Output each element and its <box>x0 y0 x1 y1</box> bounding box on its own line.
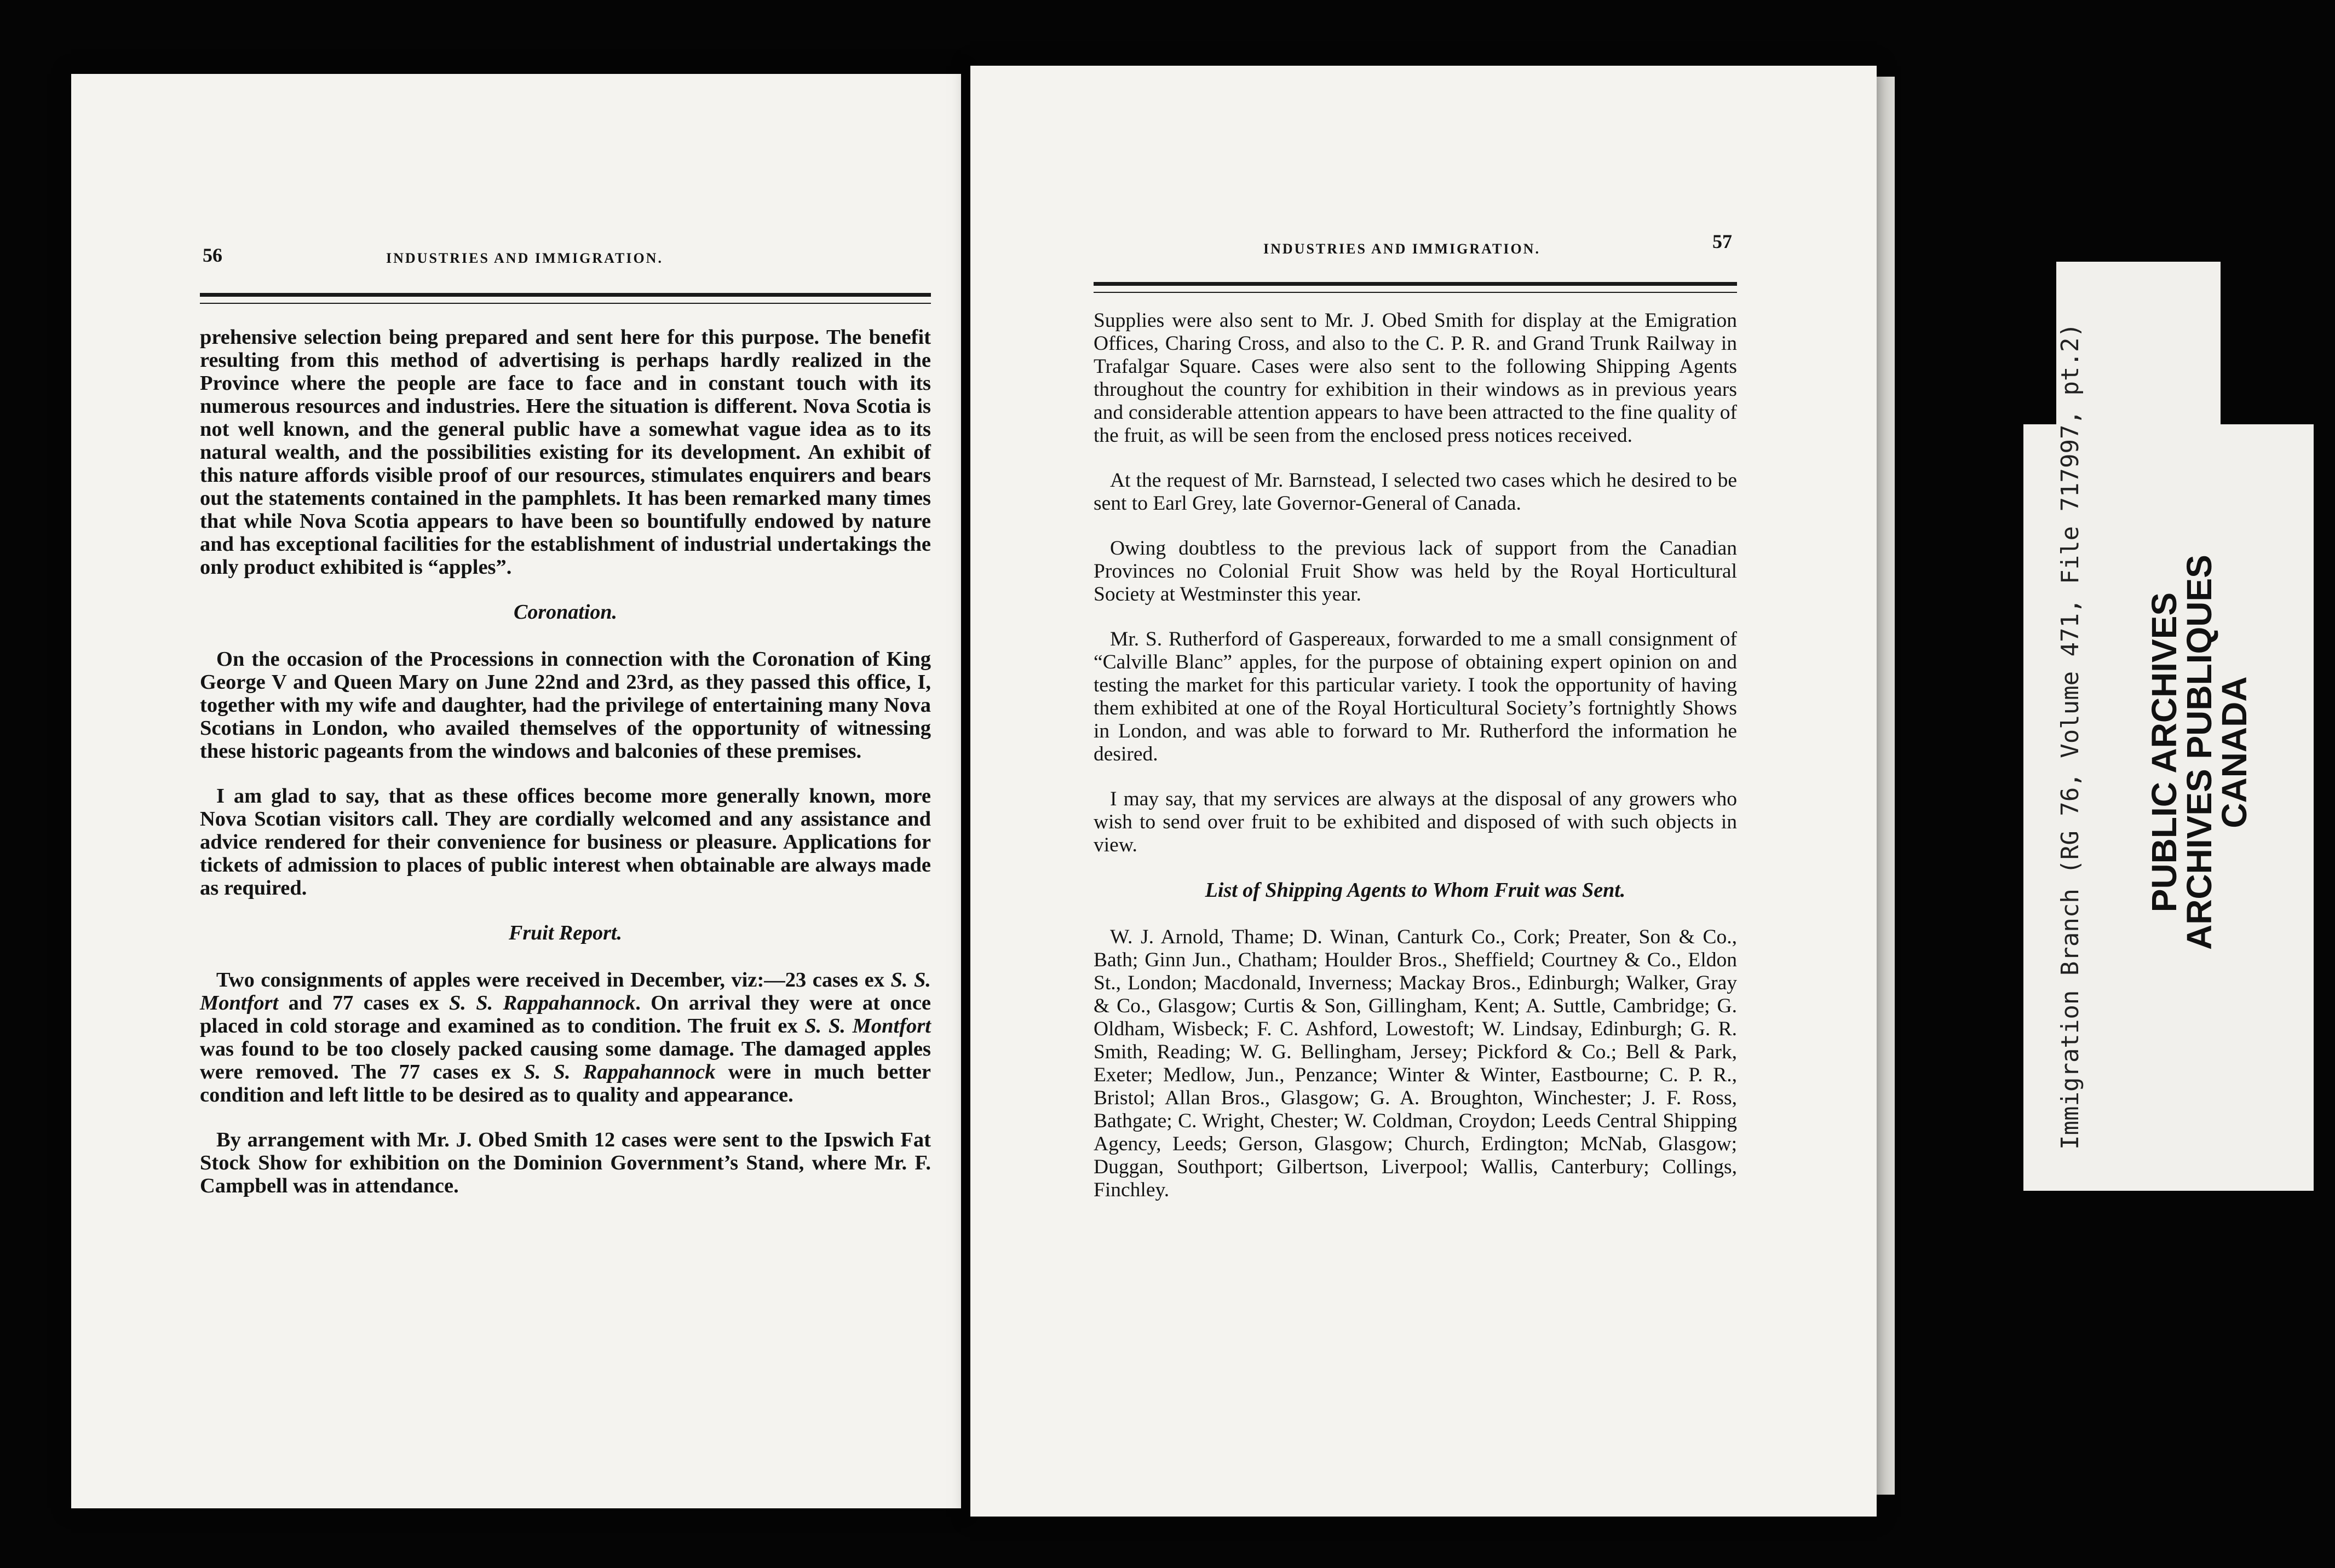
header-rule-thin-left <box>200 303 931 304</box>
paragraph-services: I may say, that my services are always at the disposal of any growers who wish to send over fruit to be exhibited and disposed of with such objects in view. <box>1094 788 1737 856</box>
paragraph-coronation-1: On the occasion of the Processions in connection with the Coronation of King George V and Queen Mary on June 22nd and 23rd, as they passed this office, I, together with my wife and daughter, had the privilege of entertaining many Nova Scotians in London, who availed themselves of the opportunity of witnessing these historic pageants from the windows and balconies of these premises. <box>200 648 931 763</box>
header-rule-thick-left <box>200 293 931 297</box>
fruit-text-e: were in much better condition and left little to be desired as to quality and appearance. <box>200 1060 931 1106</box>
paragraph-fruit-1 <box>200 969 931 1106</box>
header-rule-thick-right <box>1094 282 1737 286</box>
fruit-text-d: was found to be too closely packed causing some damage. The damaged apples were removed. The 77 cases ex <box>200 1037 931 1083</box>
running-head-left: INDUSTRIES AND IMMIGRATION. <box>386 250 663 266</box>
ship-name-montfort-2: S. S. Montfort <box>804 1014 931 1037</box>
page-number-right: 57 <box>1712 230 1732 252</box>
archive-file-reference: Immigration Branch (RG 76, Volume 471, File 717997, pt.2) <box>2056 323 2084 1150</box>
archive-line-2: ARCHIVES PUBLIQUES <box>2179 555 2219 950</box>
archive-line-3: CANADA <box>2215 676 2254 828</box>
running-head-right: INDUSTRIES AND IMMIGRATION. <box>1263 241 1540 257</box>
left-column <box>200 326 931 1219</box>
paragraph-rutherford: Mr. S. Rutherford of Gaspereaux, forwarded to me a small consignment of “Calville Blanc” apples, for the purpose of obtaining expert opinion on and testing the market for this particular variety. I took the opportunity of having them exhibited at one of the Royal Horticultural Society’s fortnightly Shows in London, and was able to forward to Mr. Rutherford the information he desired. <box>1094 628 1737 765</box>
header-rule-thin-right <box>1094 292 1737 293</box>
fruit-text-c: . On arrival they were at once placed in cold storage and examined as to condition. The fruit ex <box>200 991 931 1037</box>
page-number-left: 56 <box>203 244 222 266</box>
paragraph-intro: prehensive selection being prepared and sent here for this purpose. The benefit resulting from this method of advertising is perhaps hardly realized in the Province where the people are face to face and in constant touch with its numerous resources and industries. Here the situation is different. Nova Scotia is not well known, and the general public have a somewhat vague idea as to its natural wealth, and the possibilities existing for its development. An exhibit of this nature affords visible proof of our resources, stimulates enquirers and bears out the statements contained in the pamphlets. It has been remarked many times that while Nova Scotia appears to have been so bountifully endowed by nature and has exceptional facilities for the establishment of industrial undertakings the only product exhibited is “apples”. <box>200 326 931 579</box>
paragraph-barnstead: At the request of Mr. Barnstead, I selected two cases which he desired to be sent to Earl Grey, late Governor-General of Canada. <box>1094 469 1737 515</box>
paragraph-fruit-2: By arrangement with Mr. J. Obed Smith 12 cases were sent to the Ipswich Fat Stock Show for exhibition on the Dominion Government’s Stand, where Mr. F. Campbell was in attendance. <box>200 1128 931 1197</box>
heading-coronation: Coronation. <box>513 601 618 624</box>
paragraph-coronation-2: I am glad to say, that as these offices become more generally known, more Nova Scotian visitors call. They are cordially welcomed and any assistance and advice rendered for their convenience for business or pleasure. Applications for tickets of admission to places of public interest when obtainable are always made as required. <box>200 785 931 900</box>
left-page <box>71 74 961 1508</box>
paragraph-fruit-show: Owing doubtless to the previous lack of support from the Canadian Provinces no Colonial Fruit Show was held by the Royal Horticultural Society at Westminster this year. <box>1094 537 1737 606</box>
archive-line-1: PUBLIC ARCHIVES <box>2144 592 2184 913</box>
heading-fruit-report: Fruit Report. <box>509 921 622 944</box>
fruit-text-b: and 77 cases ex <box>278 991 449 1014</box>
paragraph-agents-list: W. J. Arnold, Thame; D. Winan, Canturk Co., Cork; Preater, Son & Co., Bath; Ginn Jun., Chatham; Houlder Bros., Sheffield; Courtney & Co., Eldon St., London; Macdonald, Inverness; Mackay Bros., Edinburgh; Walker, Gray & Co., Glasgow; Curtis & Son, Gillingham, Kent; A. Suttle, Cambridge; G. Oldham, Wisbeck; F. C. Ashford, Lowestoft; W. Lindsay, Edinburgh; G. R. Smith, Reading; W. G. Bellingham, Jersey; Pickford & Co.; Bell & Park, Exeter; Medlow, Jun., Penzance; Winter & Winter, Eastbourne; C. P. R., Bristol; Allan Bros., Glasgow; G. A. Broughton, Winchester; J. F. Ross, Bathgate; C. Wright, Chester; W. Coldman, Croydon; Leeds Central Shipping Agency, Leeds; Gerson, Glasgow; Church, Erdington; McNab, Glasgow; Duggan, Southport; Gilbertson, Liverpool; Wallis, Canterbury; Collings, Finchley. <box>1094 926 1737 1201</box>
ship-name-montfort: S. S. Montfort <box>200 969 931 1014</box>
ship-name-rappahannock-2: S. S. Rappahannock <box>524 1060 716 1083</box>
heading-shipping-agents: List of Shipping Agents to Whom Fruit was Sent. <box>1205 879 1626 902</box>
right-page <box>970 66 1877 1517</box>
paragraph-supplies: Supplies were also sent to Mr. J. Obed Smith for display at the Emigration Offices, Charing Cross, and also to the C. P. R. and Grand Trunk Railway in Trafalgar Square. Cases were also sent to the following Shipping Agents throughout the country for exhibition in their windows as in previous years and considerable attention appears to have been attracted to the fine quality of the fruit, as will be seen from the enclosed press notices received. <box>1094 309 1737 447</box>
ship-name-rappahannock: S. S. Rappahannock <box>448 991 636 1014</box>
right-column <box>1094 309 1737 1224</box>
fruit-text-a: Two consignments of apples were received in December, viz:—23 cases ex <box>216 969 891 991</box>
archive-institution-name <box>2144 555 2254 950</box>
